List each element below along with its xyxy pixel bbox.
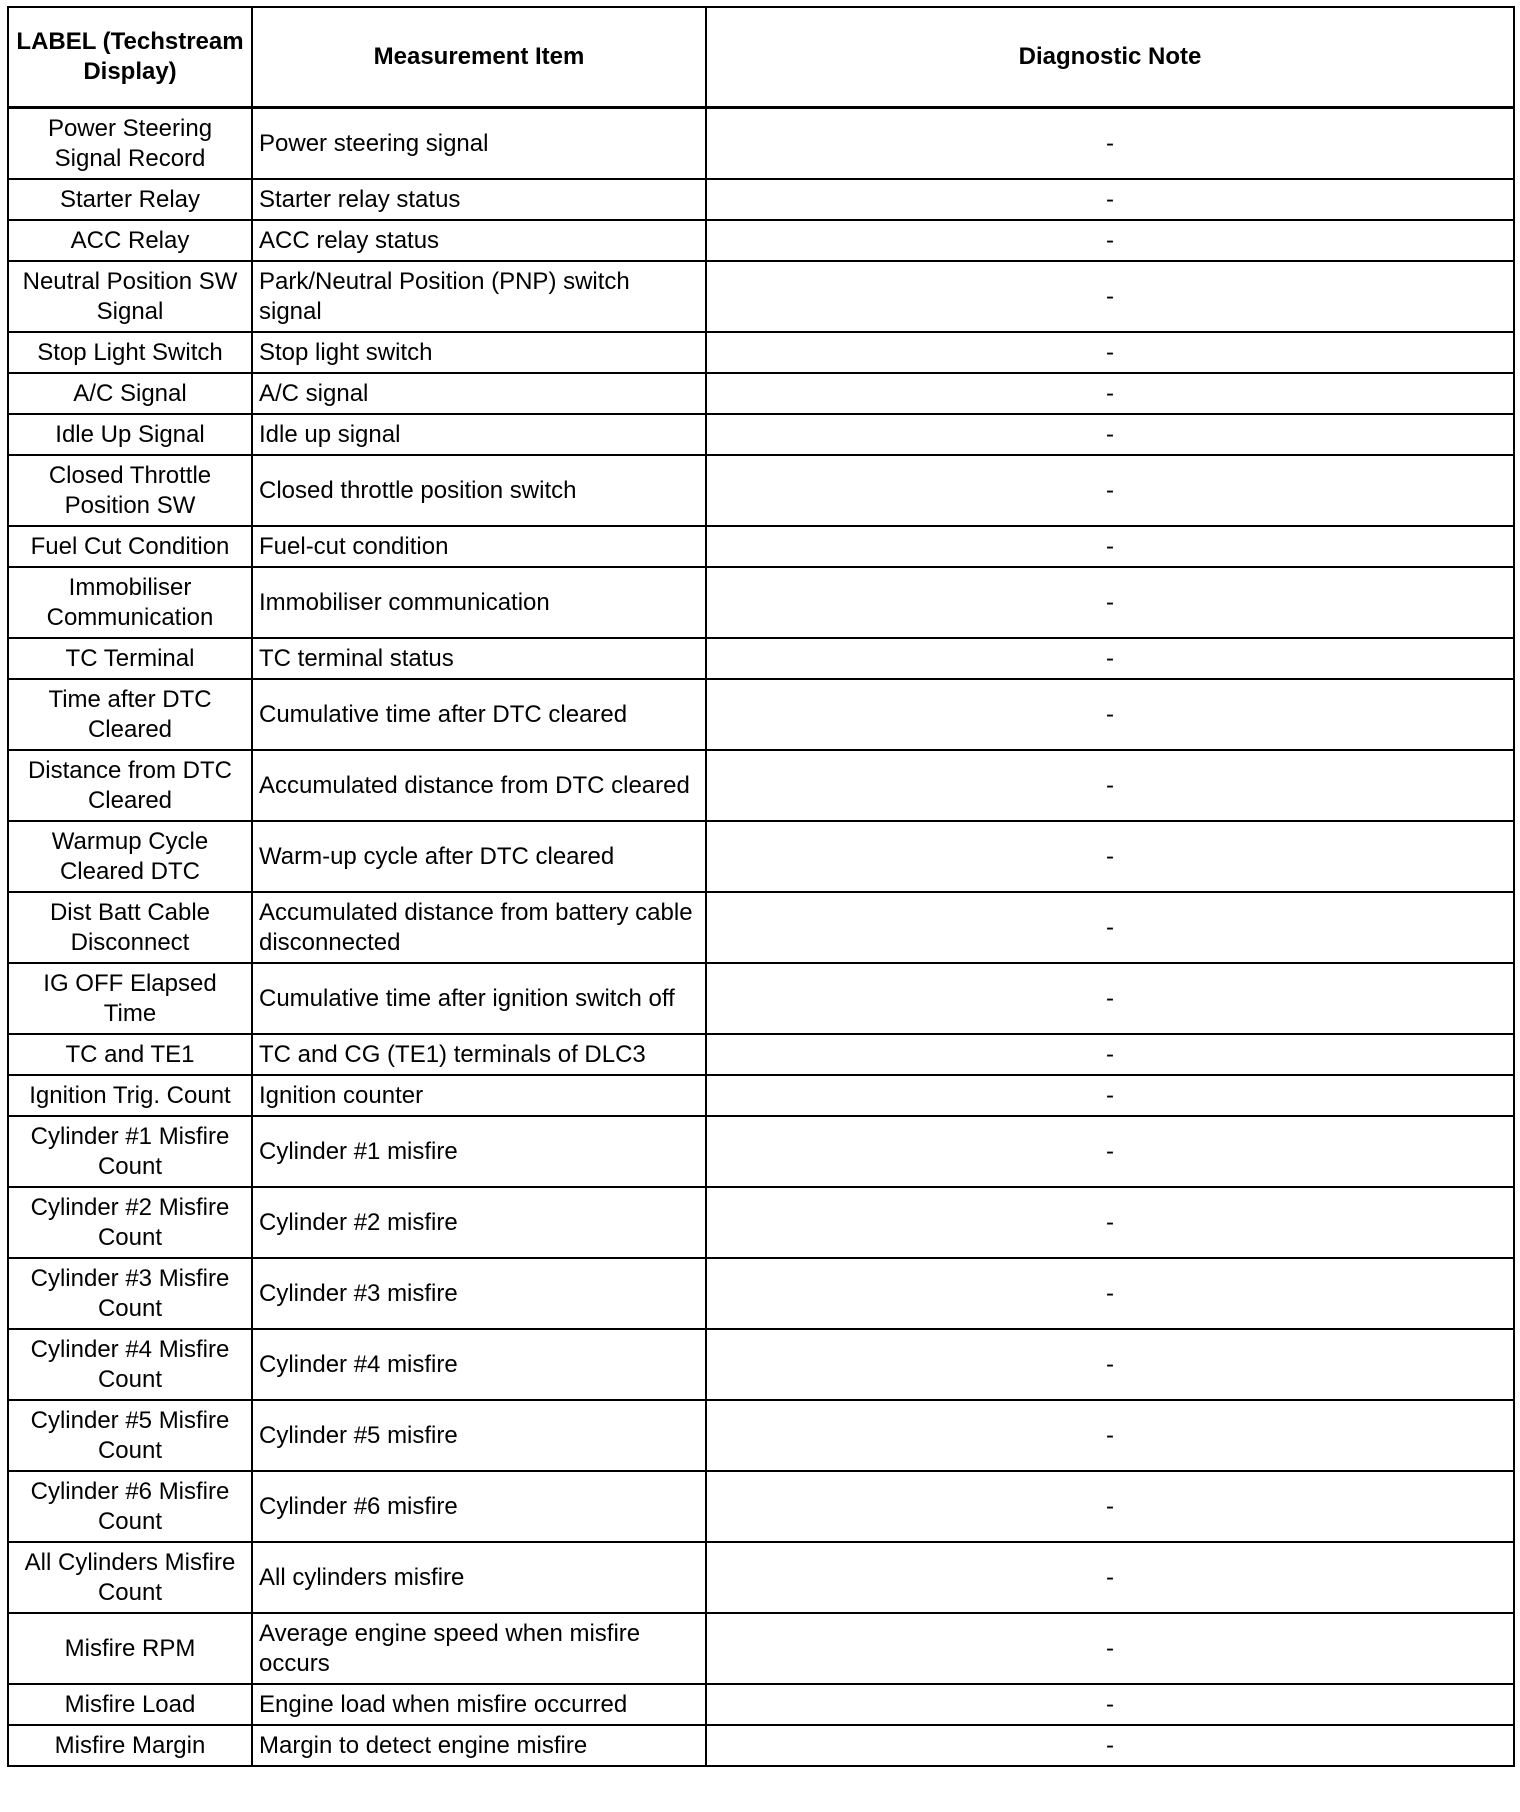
table-row xyxy=(8,679,1514,750)
cell-diagnostic-note: - xyxy=(706,455,1514,526)
cell-label: Neutral Position SW Signal xyxy=(8,261,252,332)
table-row xyxy=(8,821,1514,892)
cell-measurement-item: Cylinder #4 misfire xyxy=(252,1329,706,1400)
table-row xyxy=(8,179,1514,220)
cell-measurement-item: Immobiliser communication xyxy=(252,567,706,638)
cell-label: Stop Light Switch xyxy=(8,332,252,373)
header-label: LABEL (Techstream Display) xyxy=(8,7,252,108)
cell-diagnostic-note: - xyxy=(706,332,1514,373)
cell-diagnostic-note: - xyxy=(706,1116,1514,1187)
cell-measurement-item: Cylinder #6 misfire xyxy=(252,1471,706,1542)
cell-diagnostic-note: - xyxy=(706,1400,1514,1471)
cell-diagnostic-note: - xyxy=(706,1542,1514,1613)
cell-measurement-item: Cylinder #1 misfire xyxy=(252,1116,706,1187)
cell-measurement-item: Power steering signal xyxy=(252,108,706,180)
cell-diagnostic-note: - xyxy=(706,1075,1514,1116)
cell-label: Cylinder #3 Misfire Count xyxy=(8,1258,252,1329)
cell-label: TC and TE1 xyxy=(8,1034,252,1075)
table-row xyxy=(8,963,1514,1034)
cell-label: Cylinder #2 Misfire Count xyxy=(8,1187,252,1258)
cell-label: Time after DTC Cleared xyxy=(8,679,252,750)
table-row xyxy=(8,1613,1514,1684)
cell-measurement-item: TC terminal status xyxy=(252,638,706,679)
table-row xyxy=(8,1187,1514,1258)
table-row xyxy=(8,455,1514,526)
table-row xyxy=(8,526,1514,567)
cell-measurement-item: A/C signal xyxy=(252,373,706,414)
table-row xyxy=(8,108,1514,180)
cell-measurement-item: Warm-up cycle after DTC cleared xyxy=(252,821,706,892)
cell-label: Misfire Load xyxy=(8,1684,252,1725)
cell-measurement-item: Cumulative time after DTC cleared xyxy=(252,679,706,750)
header-diagnostic-note: Diagnostic Note xyxy=(706,7,1514,108)
header-measurement-item: Measurement Item xyxy=(252,7,706,108)
table-row xyxy=(8,1116,1514,1187)
cell-label: Dist Batt Cable Disconnect xyxy=(8,892,252,963)
cell-measurement-item: Park/Neutral Position (PNP) switch signal xyxy=(252,261,706,332)
cell-label: Idle Up Signal xyxy=(8,414,252,455)
table-row xyxy=(8,220,1514,261)
cell-measurement-item: Engine load when misfire occurred xyxy=(252,1684,706,1725)
cell-label: All Cylinders Misfire Count xyxy=(8,1542,252,1613)
table-row xyxy=(8,1684,1514,1725)
table-row xyxy=(8,567,1514,638)
cell-label: Power Steering Signal Record xyxy=(8,108,252,180)
cell-diagnostic-note: - xyxy=(706,1034,1514,1075)
cell-measurement-item: Average engine speed when misfire occurs xyxy=(252,1613,706,1684)
cell-diagnostic-note: - xyxy=(706,1684,1514,1725)
cell-label: Misfire Margin xyxy=(8,1725,252,1766)
cell-measurement-item: Stop light switch xyxy=(252,332,706,373)
cell-label: ACC Relay xyxy=(8,220,252,261)
cell-diagnostic-note: - xyxy=(706,1187,1514,1258)
cell-measurement-item: Cumulative time after ignition switch off xyxy=(252,963,706,1034)
cell-label: Cylinder #4 Misfire Count xyxy=(8,1329,252,1400)
cell-label: Distance from DTC Cleared xyxy=(8,750,252,821)
table-row xyxy=(8,373,1514,414)
cell-label: Cylinder #6 Misfire Count xyxy=(8,1471,252,1542)
cell-label: A/C Signal xyxy=(8,373,252,414)
cell-label: TC Terminal xyxy=(8,638,252,679)
cell-measurement-item: Margin to detect engine misfire xyxy=(252,1725,706,1766)
table-row xyxy=(8,1258,1514,1329)
header-row xyxy=(8,7,1514,108)
cell-measurement-item: Starter relay status xyxy=(252,179,706,220)
table-row xyxy=(8,638,1514,679)
cell-measurement-item: ACC relay status xyxy=(252,220,706,261)
cell-measurement-item: Closed throttle position switch xyxy=(252,455,706,526)
cell-diagnostic-note: - xyxy=(706,750,1514,821)
cell-diagnostic-note: - xyxy=(706,220,1514,261)
cell-label: Warmup Cycle Cleared DTC xyxy=(8,821,252,892)
cell-diagnostic-note: - xyxy=(706,261,1514,332)
cell-label: IG OFF Elapsed Time xyxy=(8,963,252,1034)
table-row xyxy=(8,1075,1514,1116)
table-body xyxy=(8,108,1514,1767)
cell-measurement-item: Ignition counter xyxy=(252,1075,706,1116)
cell-diagnostic-note: - xyxy=(706,679,1514,750)
table-row xyxy=(8,1329,1514,1400)
cell-diagnostic-note: - xyxy=(706,567,1514,638)
cell-measurement-item: TC and CG (TE1) terminals of DLC3 xyxy=(252,1034,706,1075)
cell-label: Fuel Cut Condition xyxy=(8,526,252,567)
table-row xyxy=(8,414,1514,455)
cell-diagnostic-note: - xyxy=(706,108,1514,180)
cell-label: Starter Relay xyxy=(8,179,252,220)
table-row xyxy=(8,1471,1514,1542)
cell-measurement-item: Cylinder #2 misfire xyxy=(252,1187,706,1258)
table-row xyxy=(8,261,1514,332)
cell-label: Ignition Trig. Count xyxy=(8,1075,252,1116)
cell-label: Cylinder #1 Misfire Count xyxy=(8,1116,252,1187)
cell-diagnostic-note: - xyxy=(706,179,1514,220)
table-row xyxy=(8,1400,1514,1471)
table-row xyxy=(8,1725,1514,1766)
cell-diagnostic-note: - xyxy=(706,1725,1514,1766)
cell-label: Cylinder #5 Misfire Count xyxy=(8,1400,252,1471)
cell-label: Misfire RPM xyxy=(8,1613,252,1684)
cell-measurement-item: Fuel-cut condition xyxy=(252,526,706,567)
cell-measurement-item: Cylinder #3 misfire xyxy=(252,1258,706,1329)
cell-measurement-item: All cylinders misfire xyxy=(252,1542,706,1613)
table-row xyxy=(8,892,1514,963)
cell-diagnostic-note: - xyxy=(706,414,1514,455)
cell-diagnostic-note: - xyxy=(706,892,1514,963)
cell-measurement-item: Cylinder #5 misfire xyxy=(252,1400,706,1471)
table-row xyxy=(8,332,1514,373)
cell-diagnostic-note: - xyxy=(706,373,1514,414)
cell-diagnostic-note: - xyxy=(706,526,1514,567)
cell-measurement-item: Accumulated distance from DTC cleared xyxy=(252,750,706,821)
cell-diagnostic-note: - xyxy=(706,1471,1514,1542)
data-list-table xyxy=(7,6,1515,1767)
table-row xyxy=(8,750,1514,821)
cell-measurement-item: Accumulated distance from battery cable disconnected xyxy=(252,892,706,963)
cell-diagnostic-note: - xyxy=(706,1329,1514,1400)
cell-diagnostic-note: - xyxy=(706,1613,1514,1684)
cell-diagnostic-note: - xyxy=(706,1258,1514,1329)
cell-label: Immobiliser Communication xyxy=(8,567,252,638)
cell-diagnostic-note: - xyxy=(706,963,1514,1034)
table-header xyxy=(8,7,1514,108)
cell-measurement-item: Idle up signal xyxy=(252,414,706,455)
cell-diagnostic-note: - xyxy=(706,821,1514,892)
table-row xyxy=(8,1542,1514,1613)
cell-label: Closed Throttle Position SW xyxy=(8,455,252,526)
cell-diagnostic-note: - xyxy=(706,638,1514,679)
table-row xyxy=(8,1034,1514,1075)
